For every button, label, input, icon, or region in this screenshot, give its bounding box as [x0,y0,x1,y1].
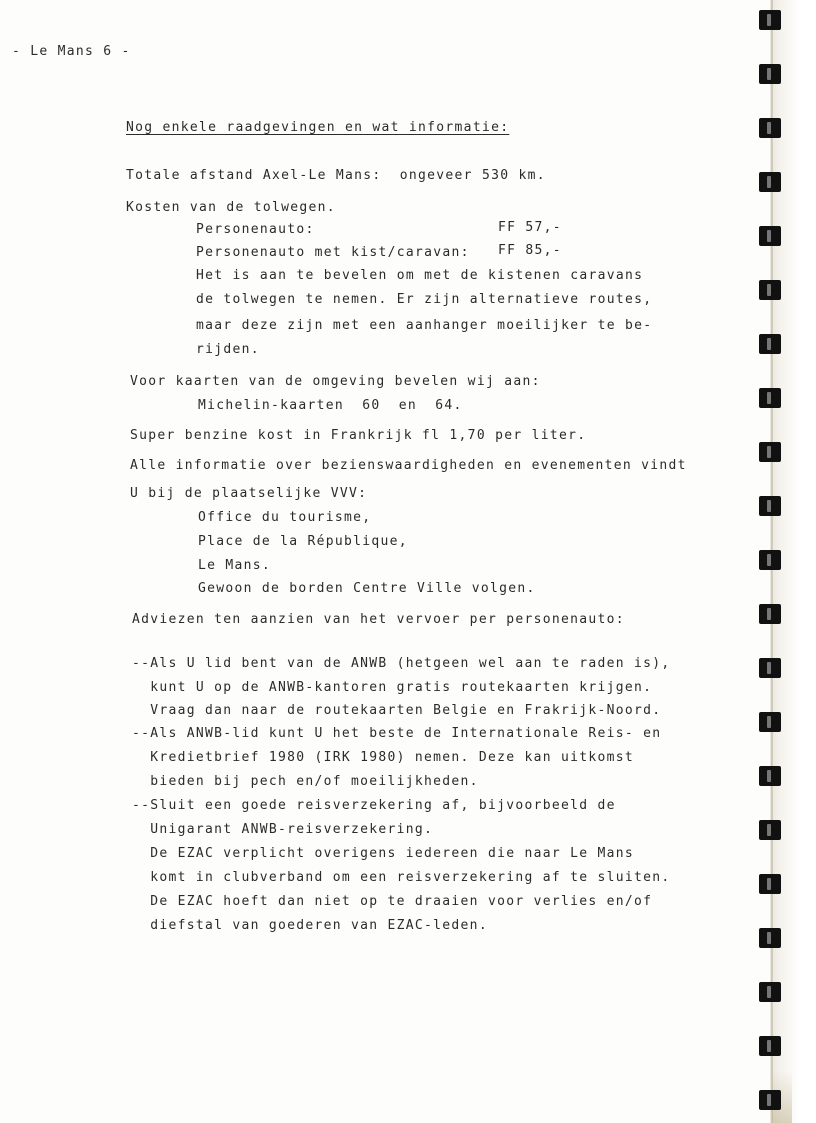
binding-ring [759,226,781,246]
binding-ring [759,874,781,894]
distance-line: Totale afstand Axel-Le Mans: ongeveer 530 km. [126,168,546,183]
advice-line: De EZAC hoeft dan niet op te draaien voor verlies en/of [132,894,653,909]
binding-ring [759,496,781,516]
advice-line: --Sluit een goede reisverzekering af, bijvoorbeeld de [132,798,616,813]
toll-car-value: FF 57,- [498,220,562,235]
address-line: Place de la République, [198,534,408,549]
binding-ring [759,1090,781,1110]
tolls-title: Kosten van de tolwegen. [126,200,336,215]
binding-ring [759,280,781,300]
advice-line: --Als ANWB-lid kunt U het beste de Internationale Reis- en [132,726,662,741]
section-heading: Nog enkele raadgevingen en wat informatie: [126,120,510,135]
binding-ring [759,928,781,948]
toll-car-label: Personenauto: [196,222,315,237]
advice-line: Kredietbrief 1980 (IRK 1980) nemen. Deze kan uitkomst [132,750,634,765]
binding-ring [759,820,781,840]
binding-ring [759,982,781,1002]
advice-line: kunt U op de ANWB-kantoren gratis routekaarten krijgen. [132,680,653,695]
binding-ring [759,604,781,624]
info-line: Alle informatie over bezienswaardigheden en evenementen vindt [130,458,687,473]
binding-ring [759,442,781,462]
address-line: Office du tourisme, [198,510,372,525]
binding-ring [759,388,781,408]
advice-title: Adviezen ten aanzien van het vervoer per personenauto: [132,612,625,627]
binding-ring [759,118,781,138]
advice-line: Vraag dan naar de routekaarten Belgie en Frakrijk-Noord. [132,703,662,718]
toll-note-line: de tolwegen te nemen. Er zijn alternatieve routes, [196,292,653,307]
toll-caravan-label: Personenauto met kist/caravan: [196,245,470,260]
toll-note-line: Het is aan te bevelen om met de kistenen caravans [196,268,644,283]
binding-ring [759,550,781,570]
maps-detail: Michelin-kaarten 60 en 64. [198,398,463,413]
binding-ring [759,172,781,192]
advice-line: De EZAC verplicht overigens iedereen die naar Le Mans [132,846,634,861]
toll-caravan-value: FF 85,- [498,243,562,258]
fuel-price-line: Super benzine kost in Frankrijk fl 1,70 per liter. [130,428,587,443]
binding-ring [759,64,781,84]
info-line: U bij de plaatselijke VVV: [130,486,368,501]
binding-ring [759,658,781,678]
binding-ring [759,712,781,732]
advice-line: Unigarant ANWB-reisverzekering. [132,822,434,837]
advice-line: --Als U lid bent van de ANWB (hetgeen wel aan te raden is), [132,656,671,671]
maps-line: Voor kaarten van de omgeving bevelen wij aan: [130,374,541,389]
binding-ring [759,10,781,30]
address-line: Le Mans. [198,558,272,573]
toll-note-line: rijden. [196,342,260,357]
binding-ring [759,1036,781,1056]
address-line: Gewoon de borden Centre Ville volgen. [198,581,536,596]
page-header: - Le Mans 6 - [12,44,131,59]
toll-note-line: maar deze zijn met een aanhanger moeilijker te be- [196,318,653,333]
binding-ring [759,334,781,354]
advice-line: komt in clubverband om een reisverzekering af te sluiten. [132,870,671,885]
advice-line: bieden bij pech en/of moeilijkheden. [132,774,479,789]
advice-line: diefstal van goederen van EZAC-leden. [132,918,488,933]
binding-ring [759,766,781,786]
